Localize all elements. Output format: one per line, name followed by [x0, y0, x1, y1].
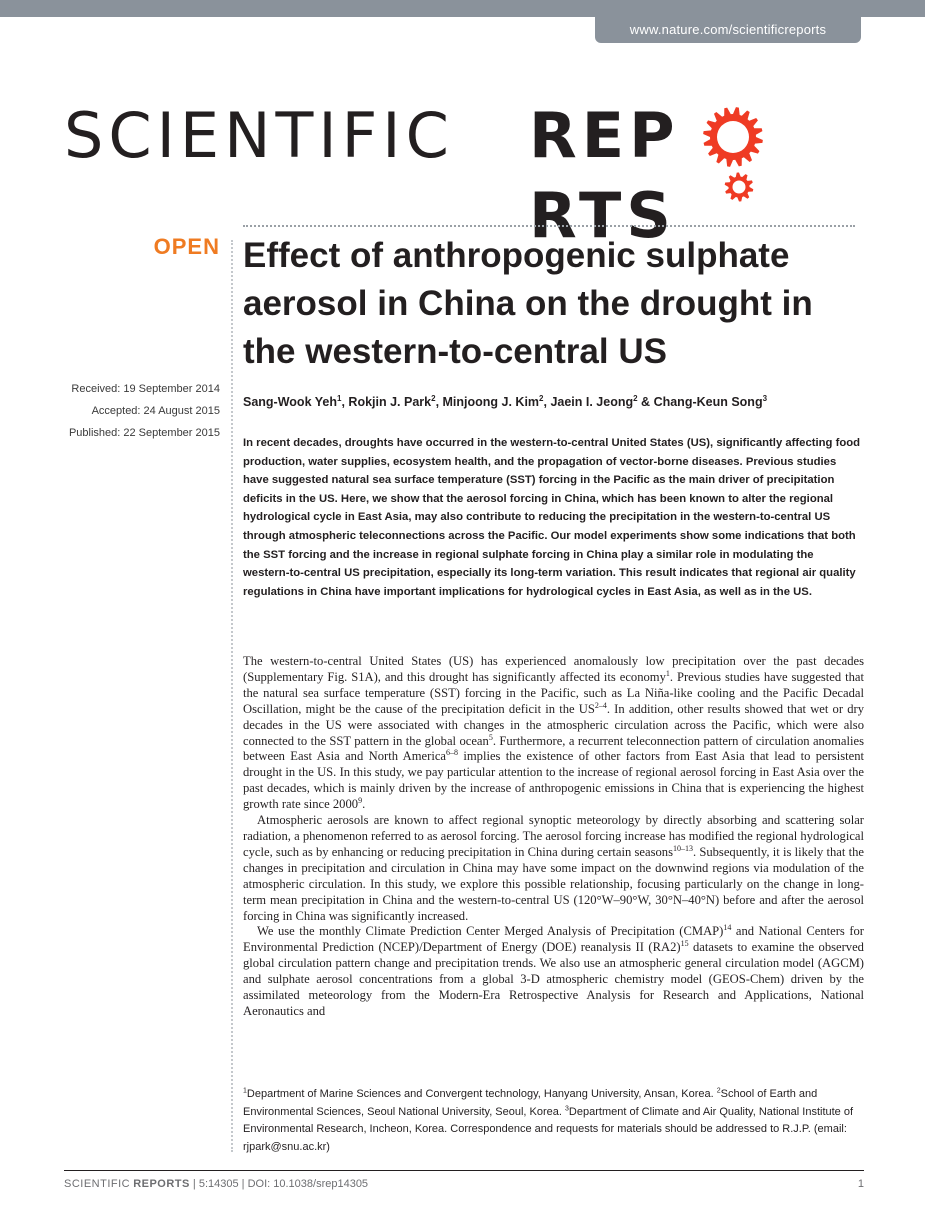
reference-superscript: 1	[243, 1087, 247, 1095]
open-access-badge: OPEN	[153, 234, 220, 259]
reference-superscript: 9	[358, 795, 363, 805]
logo-text-rts: RTS	[529, 179, 676, 252]
reference-superscript: 2–4	[594, 700, 607, 710]
author-affiliation-marker: 2	[633, 394, 638, 403]
footer-journal-light: SCIENTIFIC	[64, 1178, 131, 1190]
body-text-run: implies the existence of other factors from East Asia that lead to persistent drought in the US. In this study, we pay particular attention to the increase of regional aerosol forcing in East Asia over the past decades, which is mainly driven by the increase of anthropogenic emissions in China that is experiencing the highest growth rate since 2000	[243, 749, 864, 812]
footer-citation	[64, 1178, 368, 1190]
body-paragraph	[243, 924, 864, 1019]
body-paragraph	[243, 813, 864, 924]
reference-superscript: 3	[565, 1104, 569, 1112]
top-bar	[0, 0, 925, 17]
reference-superscript: 1	[665, 668, 670, 678]
author-name: Sang-Wook Yeh	[243, 395, 338, 410]
footer-divider	[64, 1170, 864, 1171]
title-divider	[243, 225, 855, 227]
author-name: Rokjin J. Park	[348, 395, 432, 410]
body-paragraph	[243, 654, 864, 813]
reference-superscript: 10–13	[672, 843, 693, 853]
body-text-run: . In addition, other results showed that wet or dry decades in the US were associated with changes in the atmospheric circulation across the Pacific, which were also connected to the SST pattern in the global ocean	[243, 701, 865, 748]
affiliation-text: Department of Marine Sciences and Convergent technology, Hanyang University, Ansan, Korea.	[246, 1088, 717, 1100]
body-text-run: . Subsequently, it is likely that the changes in precipitation and circulation in China may have some impact on the downwind regions via modulation of the atmospheric circulation. In this study, we explore this possible relationship, focusing particularly on the change in long-term mean precipitation in China and the western-to-central US (120°W–90°W, 30°N–40°N) before and after the aerosol forcing in China was significantly increased.	[243, 844, 864, 923]
affiliations	[243, 1086, 863, 1156]
gear-icon	[702, 106, 764, 168]
received-date: Received: 19 September 2014	[71, 383, 220, 395]
journal-url-link[interactable]: www.nature.com/scientificreports	[595, 17, 861, 43]
column-divider	[231, 240, 233, 1152]
author-list: Sang-Wook Yeh$^1$, Rokjin J. Park$^2$, Minjoong J. Kim$^2$, Jaein I. Jeong$^2$ & Chang-Keun Song$^3$	[243, 394, 768, 410]
reference-superscript: 14	[723, 923, 732, 933]
reference-superscript: 5	[488, 732, 493, 742]
abstract: In recent decades, droughts have occurred in the western-to-central United States (US), significantly affecting food production, water supplies, ecosystem health, and the propagation of vector-borne diseases. Previous studies have suggested natural sea surface temperature (SST) forcing in the Pacific as the main driver of precipitation deficits in the US. Here, we show that the aerosol forcing in China, which has been known to alter the regional hydrological cycle in East Asia, may also contribute to reducing the precipitation in the western-to-central US through atmospheric teleconnections across the Pacific. Our model experiments show some indications that both the SST forcing and the increase in regional sulphate forcing in China play a similar role in modulating the western-to-central US precipitation, especially its long-term variation. This result indicates that regional air quality regulations in China have important implications for hydrological cycles in East Asia, as well as in the US.	[243, 437, 861, 598]
body-text-run: . Furthermore, a recurrent teleconnection pattern of circulation anomalies between East Asia and North America	[243, 733, 865, 764]
gear-small-icon	[724, 172, 754, 202]
logo-text-scientific: SCIENTIFIC	[64, 99, 454, 172]
accepted-date: Accepted: 24 August 2015	[91, 405, 220, 417]
body-text-run: and National Centers for Environmental Prediction (NCEP)/Department of Energy (DOE) reanalysis II (RA2)	[243, 924, 865, 955]
article-dates	[20, 378, 220, 444]
body-text-run: We use the monthly Climate Prediction Center Merged Analysis of Precipitation (CMAP)	[257, 924, 724, 939]
author-name: Chang-Keun Song	[653, 395, 763, 410]
article-title: Effect of anthropogenic sulphate aerosol in China on the drought in the western-to-central US	[243, 236, 813, 371]
body-text-run: . Previous studies have suggested that the natural sea surface temperature (SST) forcing in the Pacific, such as La Niña-like cooling and the Pacific Decadal Oscillation, might be the cause of the precipitation deficit in the US	[243, 669, 864, 716]
author-name: Minjoong J. Kim	[442, 395, 540, 410]
article-body	[243, 654, 864, 1020]
author-affiliation-marker: 2	[431, 394, 436, 403]
body-text-run: Atmospheric aerosols are known to affect regional synoptic meteorology by directly absorbing and scattering solar radiation, a phenomenon referred to as aerosol forcing. The aerosol forcing increase has modified the regional hydrological cycle, such as by enhancing or reducing precipitation in China during certain seasons	[243, 813, 864, 859]
page-number: 1	[857, 1178, 864, 1190]
author-affiliation-marker: 2	[539, 394, 544, 403]
affiliation-text: Department of Climate and Air Quality, National Institute of Environmental Research, Incheon, Korea. Correspondence and requests for materials should be addressed to R.J.P. (email: rjpark@snu.ac.kr)	[243, 1105, 854, 1153]
body-text-run: The western-to-central United States (US) has experienced anomalously low precipitation over the past decades (Supplementary Fig. S1A), and this drought has significantly affected its economy	[243, 654, 864, 684]
body-text-run: datasets to examine the observed global circulation pattern change and precipitation trends. We also use an atmospheric general circulation model (AGCM) and sulphate aerosol concentrations from a global 3-D atmospheric chemistry model (GEOS-Chem) driven by the assimilated meteorology from the Modern-Era Retrospective Analysis for Research and Applications, National Aeronautics and	[243, 940, 864, 1018]
reference-superscript: 15	[680, 939, 689, 949]
body-text-run: .	[362, 797, 366, 812]
author-affiliation-marker: 1	[337, 394, 342, 403]
footer-doi: | 5:14305 | DOI: 10.1038/srep14305	[189, 1178, 369, 1190]
published-date: Published: 22 September 2015	[68, 427, 220, 439]
reference-superscript: 2	[716, 1087, 721, 1095]
author-name: Jaein I. Jeong	[550, 395, 634, 410]
affiliation-text: School of Earth and Environmental Sciences, Seoul National University, Seoul, Korea.	[243, 1088, 818, 1118]
reference-superscript: 6–8	[446, 748, 459, 758]
footer-journal-bold: REPORTS	[133, 1178, 190, 1190]
logo-text-rep: REP	[529, 99, 680, 172]
author-affiliation-marker: 3	[762, 394, 768, 403]
